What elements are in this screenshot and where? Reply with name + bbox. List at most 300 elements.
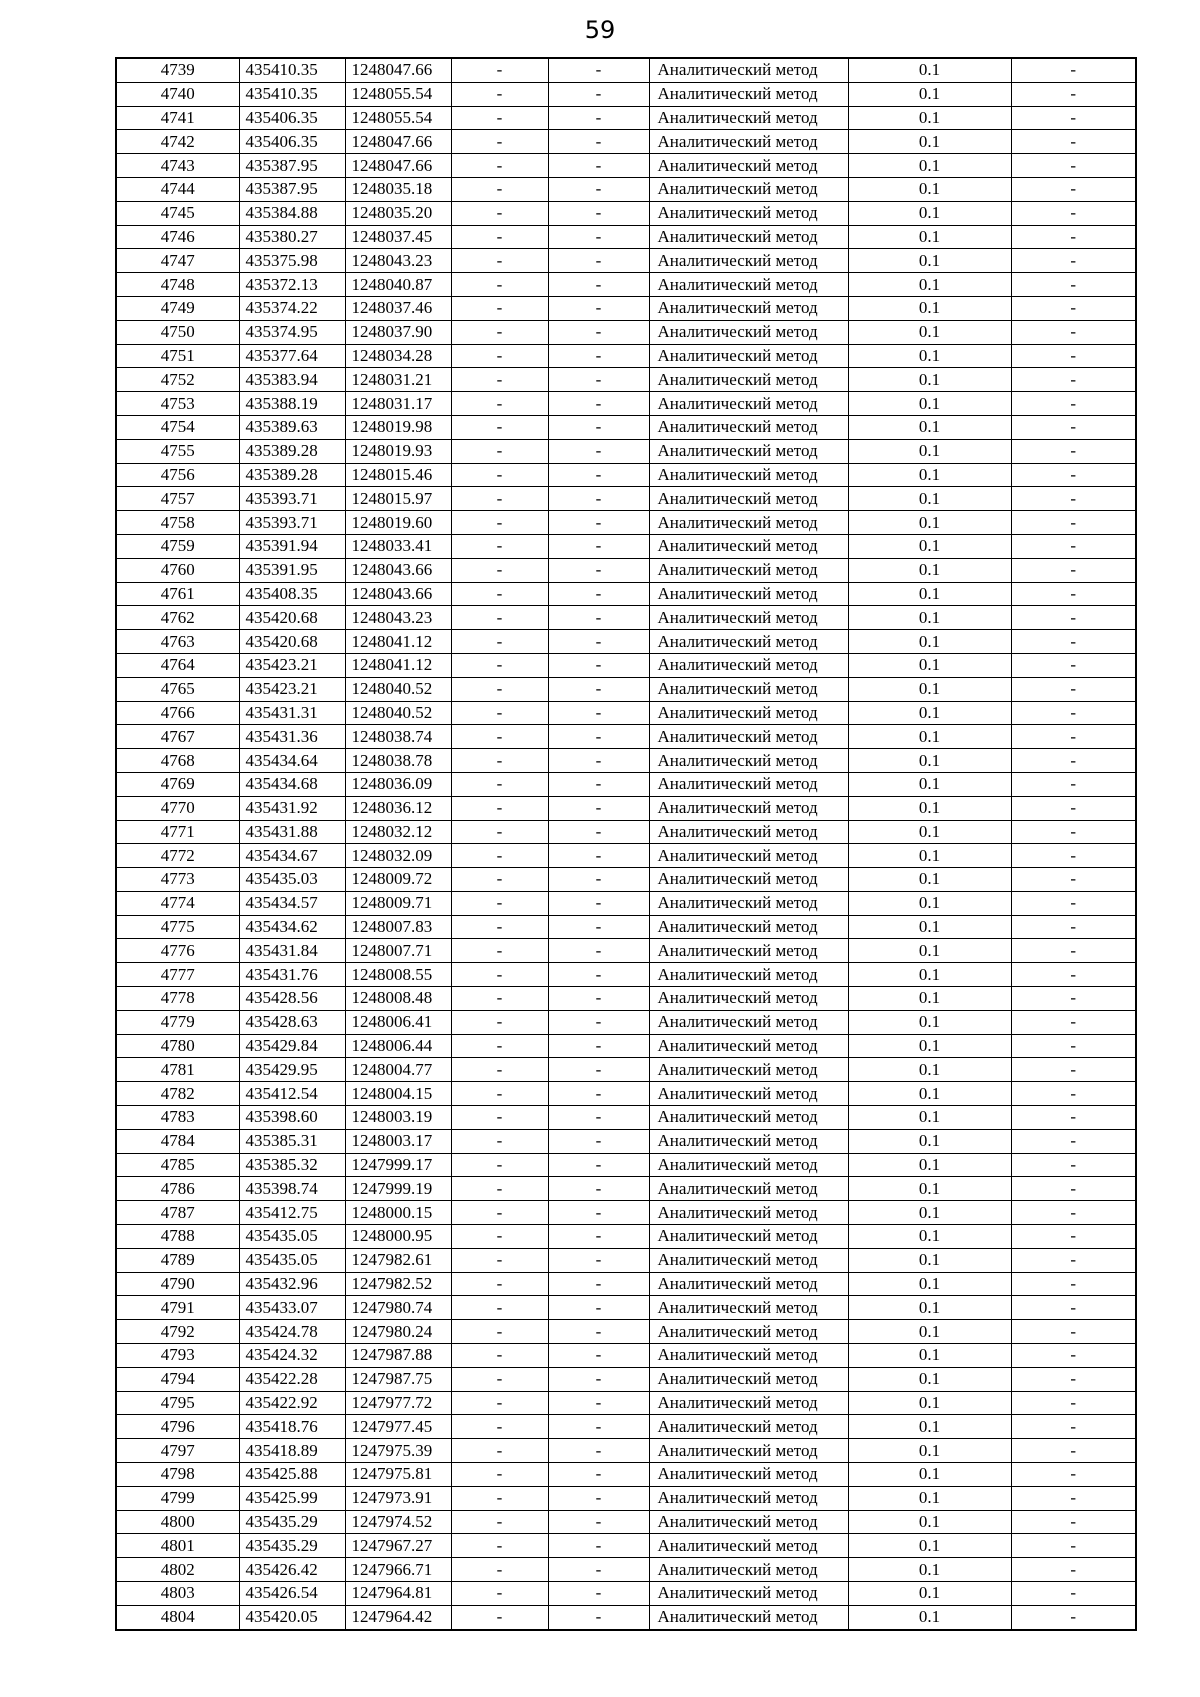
method-cell: Аналитический метод [649, 939, 848, 963]
dash-cell: - [451, 511, 548, 535]
dash-cell: - [1011, 1439, 1136, 1463]
accuracy-cell: 0.1 [848, 1510, 1011, 1534]
dash-cell: - [451, 320, 548, 344]
point-number-cell: 4764 [116, 653, 239, 677]
dash-cell: - [451, 82, 548, 106]
method-cell: Аналитический метод [649, 177, 848, 201]
method-cell: Аналитический метод [649, 1248, 848, 1272]
dash-cell: - [451, 1582, 548, 1606]
y-coordinate-cell: 1248035.20 [345, 201, 451, 225]
point-number-cell: 4799 [116, 1486, 239, 1510]
table-row [116, 1129, 1136, 1153]
point-number-cell: 4796 [116, 1415, 239, 1439]
dash-cell: - [1011, 1129, 1136, 1153]
dash-cell: - [451, 1153, 548, 1177]
accuracy-cell: 0.1 [848, 82, 1011, 106]
table-row [116, 130, 1136, 154]
x-coordinate-cell: 435389.28 [239, 463, 345, 487]
dash-cell: - [1011, 249, 1136, 273]
accuracy-cell: 0.1 [848, 868, 1011, 892]
table-row [116, 1463, 1136, 1487]
dash-cell: - [451, 749, 548, 773]
method-cell: Аналитический метод [649, 1225, 848, 1249]
point-number-cell: 4762 [116, 606, 239, 630]
dash-cell: - [1011, 415, 1136, 439]
dash-cell: - [548, 606, 649, 630]
dash-cell: - [548, 772, 649, 796]
dash-cell: - [451, 177, 548, 201]
x-coordinate-cell: 435380.27 [239, 225, 345, 249]
method-cell: Аналитический метод [649, 606, 848, 630]
dash-cell: - [548, 1272, 649, 1296]
x-coordinate-cell: 435420.05 [239, 1605, 345, 1629]
dash-cell: - [548, 558, 649, 582]
table-row [116, 1248, 1136, 1272]
dash-cell: - [548, 177, 649, 201]
x-coordinate-cell: 435434.62 [239, 915, 345, 939]
dash-cell: - [548, 1344, 649, 1368]
table-row [116, 154, 1136, 178]
dash-cell: - [548, 82, 649, 106]
method-cell: Аналитический метод [649, 273, 848, 297]
table-row [116, 963, 1136, 987]
table-row [116, 296, 1136, 320]
table-row [116, 987, 1136, 1011]
accuracy-cell: 0.1 [848, 582, 1011, 606]
accuracy-cell: 0.1 [848, 487, 1011, 511]
y-coordinate-cell: 1248015.46 [345, 463, 451, 487]
y-coordinate-cell: 1248006.41 [345, 1010, 451, 1034]
dash-cell: - [451, 201, 548, 225]
dash-cell: - [1011, 1605, 1136, 1629]
accuracy-cell: 0.1 [848, 677, 1011, 701]
accuracy-cell: 0.1 [848, 1129, 1011, 1153]
method-cell: Аналитический метод [649, 1272, 848, 1296]
dash-cell: - [1011, 1058, 1136, 1082]
table-row [116, 511, 1136, 535]
dash-cell: - [548, 106, 649, 130]
dash-cell: - [548, 344, 649, 368]
table-row [116, 701, 1136, 725]
method-cell: Аналитический метод [649, 1296, 848, 1320]
method-cell: Аналитический метод [649, 392, 848, 416]
point-number-cell: 4772 [116, 844, 239, 868]
x-coordinate-cell: 435393.71 [239, 487, 345, 511]
y-coordinate-cell: 1247980.74 [345, 1296, 451, 1320]
y-coordinate-cell: 1247967.27 [345, 1534, 451, 1558]
accuracy-cell: 0.1 [848, 368, 1011, 392]
dash-cell: - [451, 415, 548, 439]
y-coordinate-cell: 1248008.48 [345, 987, 451, 1011]
x-coordinate-cell: 435423.21 [239, 653, 345, 677]
dash-cell: - [1011, 1510, 1136, 1534]
dash-cell: - [1011, 820, 1136, 844]
accuracy-cell: 0.1 [848, 1367, 1011, 1391]
method-cell: Аналитический метод [649, 1177, 848, 1201]
dash-cell: - [548, 296, 649, 320]
accuracy-cell: 0.1 [848, 58, 1011, 82]
table-row [116, 1225, 1136, 1249]
x-coordinate-cell: 435434.68 [239, 772, 345, 796]
y-coordinate-cell: 1248035.18 [345, 177, 451, 201]
dash-cell: - [451, 58, 548, 82]
dash-cell: - [1011, 1272, 1136, 1296]
method-cell: Аналитический метод [649, 1082, 848, 1106]
method-cell: Аналитический метод [649, 582, 848, 606]
table-row [116, 1201, 1136, 1225]
dash-cell: - [451, 1486, 548, 1510]
method-cell: Аналитический метод [649, 1106, 848, 1130]
x-coordinate-cell: 435412.54 [239, 1082, 345, 1106]
accuracy-cell: 0.1 [848, 296, 1011, 320]
point-number-cell: 4753 [116, 392, 239, 416]
accuracy-cell: 0.1 [848, 1582, 1011, 1606]
dash-cell: - [451, 653, 548, 677]
x-coordinate-cell: 435385.31 [239, 1129, 345, 1153]
y-coordinate-cell: 1248007.71 [345, 939, 451, 963]
dash-cell: - [548, 1225, 649, 1249]
point-number-cell: 4801 [116, 1534, 239, 1558]
dash-cell: - [451, 1510, 548, 1534]
dash-cell: - [548, 58, 649, 82]
dash-cell: - [1011, 439, 1136, 463]
x-coordinate-cell: 435385.32 [239, 1153, 345, 1177]
x-coordinate-cell: 435426.54 [239, 1582, 345, 1606]
dash-cell: - [451, 344, 548, 368]
accuracy-cell: 0.1 [848, 106, 1011, 130]
dash-cell: - [451, 130, 548, 154]
dash-cell: - [451, 392, 548, 416]
dash-cell: - [1011, 844, 1136, 868]
accuracy-cell: 0.1 [848, 1605, 1011, 1629]
point-number-cell: 4776 [116, 939, 239, 963]
dash-cell: - [548, 487, 649, 511]
y-coordinate-cell: 1247987.75 [345, 1367, 451, 1391]
x-coordinate-cell: 435424.78 [239, 1320, 345, 1344]
accuracy-cell: 0.1 [848, 177, 1011, 201]
method-cell: Аналитический метод [649, 1010, 848, 1034]
method-cell: Аналитический метод [649, 820, 848, 844]
point-number-cell: 4755 [116, 439, 239, 463]
dash-cell: - [1011, 344, 1136, 368]
accuracy-cell: 0.1 [848, 534, 1011, 558]
y-coordinate-cell: 1248034.28 [345, 344, 451, 368]
dash-cell: - [1011, 1225, 1136, 1249]
table-row [116, 1415, 1136, 1439]
accuracy-cell: 0.1 [848, 749, 1011, 773]
point-number-cell: 4798 [116, 1463, 239, 1487]
y-coordinate-cell: 1248000.95 [345, 1225, 451, 1249]
dash-cell: - [451, 1296, 548, 1320]
dash-cell: - [451, 915, 548, 939]
dash-cell: - [548, 130, 649, 154]
method-cell: Аналитический метод [649, 630, 848, 654]
dash-cell: - [548, 891, 649, 915]
dash-cell: - [548, 749, 649, 773]
point-number-cell: 4761 [116, 582, 239, 606]
point-number-cell: 4790 [116, 1272, 239, 1296]
dash-cell: - [548, 1177, 649, 1201]
dash-cell: - [1011, 1534, 1136, 1558]
dash-cell: - [451, 677, 548, 701]
dash-cell: - [548, 1129, 649, 1153]
dash-cell: - [548, 1558, 649, 1582]
table-row [116, 558, 1136, 582]
table-row [116, 225, 1136, 249]
method-cell: Аналитический метод [649, 891, 848, 915]
y-coordinate-cell: 1248031.21 [345, 368, 451, 392]
dash-cell: - [1011, 1248, 1136, 1272]
point-number-cell: 4777 [116, 963, 239, 987]
point-number-cell: 4754 [116, 415, 239, 439]
x-coordinate-cell: 435391.95 [239, 558, 345, 582]
y-coordinate-cell: 1247975.39 [345, 1439, 451, 1463]
y-coordinate-cell: 1248040.87 [345, 273, 451, 297]
y-coordinate-cell: 1248043.66 [345, 558, 451, 582]
table-row [116, 725, 1136, 749]
y-coordinate-cell: 1248043.23 [345, 606, 451, 630]
dash-cell: - [1011, 1344, 1136, 1368]
dash-cell: - [548, 1510, 649, 1534]
accuracy-cell: 0.1 [848, 1010, 1011, 1034]
accuracy-cell: 0.1 [848, 772, 1011, 796]
point-number-cell: 4740 [116, 82, 239, 106]
dash-cell: - [451, 1106, 548, 1130]
y-coordinate-cell: 1247999.17 [345, 1153, 451, 1177]
point-number-cell: 4784 [116, 1129, 239, 1153]
x-coordinate-cell: 435431.92 [239, 796, 345, 820]
dash-cell: - [1011, 796, 1136, 820]
dash-cell: - [1011, 106, 1136, 130]
method-cell: Аналитический метод [649, 415, 848, 439]
accuracy-cell: 0.1 [848, 558, 1011, 582]
dash-cell: - [451, 534, 548, 558]
y-coordinate-cell: 1248031.17 [345, 392, 451, 416]
dash-cell: - [548, 987, 649, 1011]
dash-cell: - [548, 677, 649, 701]
point-number-cell: 4750 [116, 320, 239, 344]
point-number-cell: 4741 [116, 106, 239, 130]
x-coordinate-cell: 435434.64 [239, 749, 345, 773]
x-coordinate-cell: 435420.68 [239, 630, 345, 654]
dash-cell: - [451, 368, 548, 392]
point-number-cell: 4756 [116, 463, 239, 487]
y-coordinate-cell: 1247982.61 [345, 1248, 451, 1272]
accuracy-cell: 0.1 [848, 249, 1011, 273]
point-number-cell: 4778 [116, 987, 239, 1011]
method-cell: Аналитический метод [649, 130, 848, 154]
table-row [116, 772, 1136, 796]
x-coordinate-cell: 435389.63 [239, 415, 345, 439]
y-coordinate-cell: 1248009.71 [345, 891, 451, 915]
point-number-cell: 4792 [116, 1320, 239, 1344]
x-coordinate-cell: 435410.35 [239, 82, 345, 106]
dash-cell: - [548, 463, 649, 487]
page-number: 59 [584, 16, 616, 44]
accuracy-cell: 0.1 [848, 1558, 1011, 1582]
point-number-cell: 4765 [116, 677, 239, 701]
y-coordinate-cell: 1248037.46 [345, 296, 451, 320]
dash-cell: - [548, 225, 649, 249]
dash-cell: - [548, 368, 649, 392]
accuracy-cell: 0.1 [848, 891, 1011, 915]
y-coordinate-cell: 1248008.55 [345, 963, 451, 987]
table-row [116, 1344, 1136, 1368]
y-coordinate-cell: 1248037.45 [345, 225, 451, 249]
accuracy-cell: 0.1 [848, 1153, 1011, 1177]
point-number-cell: 4782 [116, 1082, 239, 1106]
x-coordinate-cell: 435410.35 [239, 58, 345, 82]
accuracy-cell: 0.1 [848, 653, 1011, 677]
table-row [116, 463, 1136, 487]
dash-cell: - [1011, 1153, 1136, 1177]
dash-cell: - [548, 1320, 649, 1344]
x-coordinate-cell: 435406.35 [239, 106, 345, 130]
dash-cell: - [451, 701, 548, 725]
table-row [116, 1391, 1136, 1415]
accuracy-cell: 0.1 [848, 201, 1011, 225]
table-row [116, 1272, 1136, 1296]
accuracy-cell: 0.1 [848, 1177, 1011, 1201]
x-coordinate-cell: 435429.84 [239, 1034, 345, 1058]
method-cell: Аналитический метод [649, 344, 848, 368]
point-number-cell: 4774 [116, 891, 239, 915]
dash-cell: - [451, 463, 548, 487]
dash-cell: - [548, 1010, 649, 1034]
dash-cell: - [451, 844, 548, 868]
dash-cell: - [548, 1486, 649, 1510]
point-number-cell: 4746 [116, 225, 239, 249]
point-number-cell: 4781 [116, 1058, 239, 1082]
table-row [116, 915, 1136, 939]
dash-cell: - [451, 820, 548, 844]
point-number-cell: 4786 [116, 1177, 239, 1201]
table-row [116, 891, 1136, 915]
accuracy-cell: 0.1 [848, 844, 1011, 868]
table-row [116, 415, 1136, 439]
dash-cell: - [548, 868, 649, 892]
y-coordinate-cell: 1248040.52 [345, 677, 451, 701]
table-row [116, 344, 1136, 368]
dash-cell: - [548, 1082, 649, 1106]
y-coordinate-cell: 1248047.66 [345, 154, 451, 178]
table-row [116, 1010, 1136, 1034]
x-coordinate-cell: 435431.88 [239, 820, 345, 844]
y-coordinate-cell: 1248019.93 [345, 439, 451, 463]
dash-cell: - [1011, 58, 1136, 82]
dash-cell: - [1011, 772, 1136, 796]
y-coordinate-cell: 1248004.15 [345, 1082, 451, 1106]
dash-cell: - [548, 1582, 649, 1606]
table-row [116, 749, 1136, 773]
dash-cell: - [451, 1082, 548, 1106]
method-cell: Аналитический метод [649, 1129, 848, 1153]
method-cell: Аналитический метод [649, 154, 848, 178]
point-number-cell: 4783 [116, 1106, 239, 1130]
dash-cell: - [548, 439, 649, 463]
x-coordinate-cell: 435433.07 [239, 1296, 345, 1320]
table-row [116, 534, 1136, 558]
method-cell: Аналитический метод [649, 1201, 848, 1225]
method-cell: Аналитический метод [649, 558, 848, 582]
y-coordinate-cell: 1248003.17 [345, 1129, 451, 1153]
y-coordinate-cell: 1248004.77 [345, 1058, 451, 1082]
table-row [116, 249, 1136, 273]
dash-cell: - [1011, 82, 1136, 106]
point-number-cell: 4759 [116, 534, 239, 558]
table-row [116, 820, 1136, 844]
dash-cell: - [548, 1367, 649, 1391]
accuracy-cell: 0.1 [848, 392, 1011, 416]
dash-cell: - [548, 511, 649, 535]
accuracy-cell: 0.1 [848, 154, 1011, 178]
dash-cell: - [1011, 939, 1136, 963]
table-row [116, 273, 1136, 297]
dash-cell: - [451, 796, 548, 820]
y-coordinate-cell: 1248032.12 [345, 820, 451, 844]
y-coordinate-cell: 1248047.66 [345, 58, 451, 82]
accuracy-cell: 0.1 [848, 1439, 1011, 1463]
accuracy-cell: 0.1 [848, 439, 1011, 463]
accuracy-cell: 0.1 [848, 1034, 1011, 1058]
y-coordinate-cell: 1248015.97 [345, 487, 451, 511]
point-number-cell: 4771 [116, 820, 239, 844]
x-coordinate-cell: 435435.03 [239, 868, 345, 892]
point-number-cell: 4800 [116, 1510, 239, 1534]
y-coordinate-cell: 1248009.72 [345, 868, 451, 892]
dash-cell: - [451, 606, 548, 630]
dash-cell: - [451, 487, 548, 511]
dash-cell: - [451, 1558, 548, 1582]
accuracy-cell: 0.1 [848, 1415, 1011, 1439]
method-cell: Аналитический метод [649, 1439, 848, 1463]
x-coordinate-cell: 435423.21 [239, 677, 345, 701]
dash-cell: - [548, 415, 649, 439]
coordinates-table [115, 57, 1137, 1631]
x-coordinate-cell: 435435.05 [239, 1248, 345, 1272]
dash-cell: - [451, 273, 548, 297]
x-coordinate-cell: 435434.67 [239, 844, 345, 868]
accuracy-cell: 0.1 [848, 320, 1011, 344]
point-number-cell: 4775 [116, 915, 239, 939]
dash-cell: - [548, 701, 649, 725]
y-coordinate-cell: 1247987.88 [345, 1344, 451, 1368]
method-cell: Аналитический метод [649, 1510, 848, 1534]
point-number-cell: 4757 [116, 487, 239, 511]
method-cell: Аналитический метод [649, 1391, 848, 1415]
point-number-cell: 4769 [116, 772, 239, 796]
point-number-cell: 4768 [116, 749, 239, 773]
table-body [116, 58, 1136, 1630]
method-cell: Аналитический метод [649, 1582, 848, 1606]
dash-cell: - [1011, 130, 1136, 154]
dash-cell: - [451, 725, 548, 749]
point-number-cell: 4752 [116, 368, 239, 392]
x-coordinate-cell: 435406.35 [239, 130, 345, 154]
method-cell: Аналитический метод [649, 106, 848, 130]
dash-cell: - [451, 1415, 548, 1439]
dash-cell: - [1011, 1177, 1136, 1201]
x-coordinate-cell: 435435.29 [239, 1510, 345, 1534]
dash-cell: - [548, 796, 649, 820]
dash-cell: - [1011, 534, 1136, 558]
dash-cell: - [451, 1034, 548, 1058]
y-coordinate-cell: 1248006.44 [345, 1034, 451, 1058]
dash-cell: - [548, 201, 649, 225]
x-coordinate-cell: 435425.88 [239, 1463, 345, 1487]
point-number-cell: 4779 [116, 1010, 239, 1034]
dash-cell: - [1011, 725, 1136, 749]
